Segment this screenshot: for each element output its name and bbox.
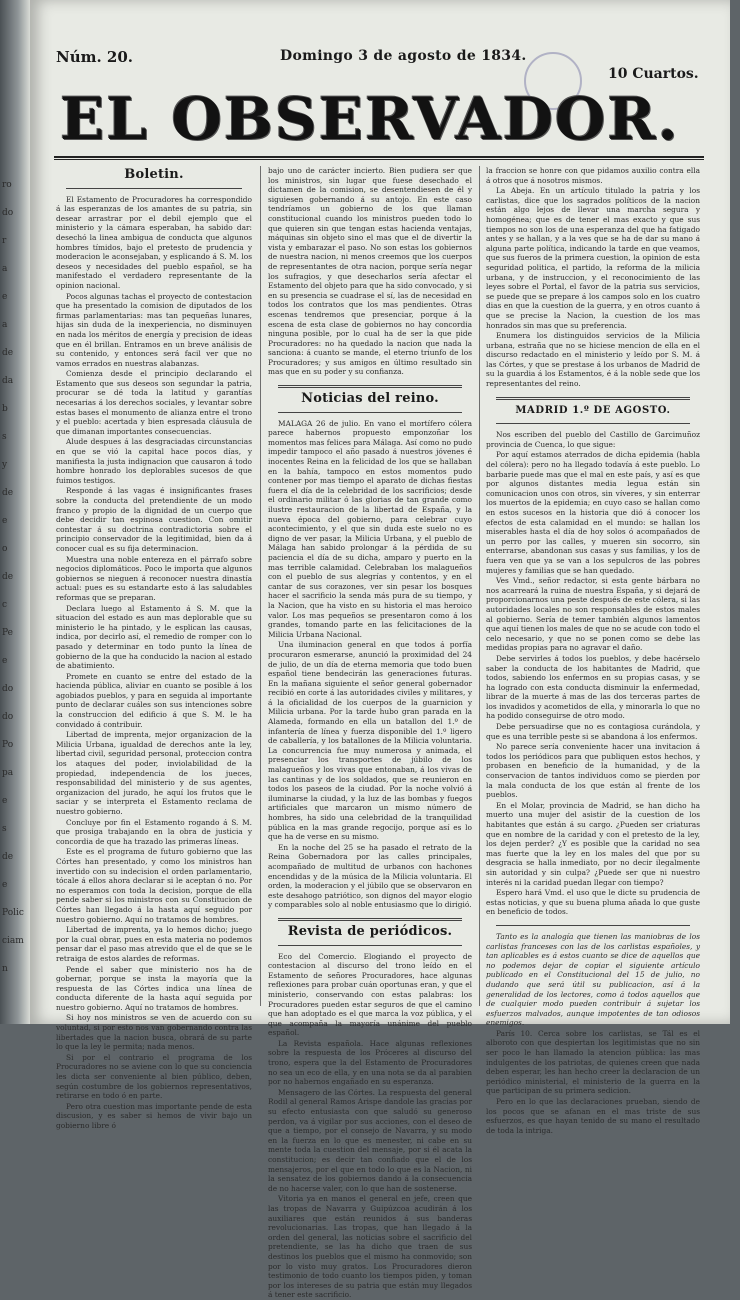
margin-fragment: de xyxy=(2,852,14,862)
column-3 xyxy=(486,166,700,1135)
madrid-paragraph: Por aquí estamos aterrados de dicha epidemia (habla del cólera): pero no ha llegado todavía á este pueblo. Lo barbarie puede mas que el mal en este país, y así es que por algunos distantes media legua están sin comunicacion unos con otros, sin víveres, y sin enterrar los muertos de la epidemia; en cuyo caso se hallan como en estos sucesos en la historia que dió á conocer los efectos de esta calamidad en el mundo: se hallan los miserables hasta el día de hoy solos ó acompañados de un perro por las calles, y mueren sin socorro, sin enterrarse, abandonan sus casas y sus familias, y los de fuera ven que ya se van a los sepulcros de las pobres mujeres y familias que se han quedado. xyxy=(486,450,700,575)
madrid-rule-2 xyxy=(496,423,690,424)
news-paragraph: En la noche del 25 se ha pasado el retrato de la Reina Gobernadora por las calles principales, acompañado de multitud de urbanos con hachones encendidas y de la música de la Milicia voluntaria. El orden, la moderacion y el júbilo que se observaron en este desahogo patriótico, son dignos del mayor elogio y comparables solo al noble entusiasmo que lo dirigió. xyxy=(268,842,472,910)
margin-fragment: e xyxy=(2,656,8,666)
boletin-paragraph: Si hoy nos ministros se ven de acuerdo con su voluntad, si por esto nos van gobernando contra las libertades que la nacion busca, obrará de su parte lo que la ley le permita; nada menos. xyxy=(56,1013,252,1052)
final-paragraph: Pero en lo que las declaraciones prueban, siendo de los pocos que se afanan en el mas triste de sus esfuerzos, es que hayan tenido de su mano el resultado de toda la intriga. xyxy=(486,1097,700,1135)
margin-fragment: de xyxy=(2,488,14,498)
margin-fragment: do xyxy=(2,684,14,694)
margin-fragment: do xyxy=(2,712,14,722)
review-paragraph: Vitoria ya en manos el general en jefe, creen que las tropas de Navarra y Guipúzcoa acudirán á los auxiliares que están reunidos á sus banderas revolucionarias. Las tropas, que han llegado á la orden del general, las noticias sobre el sacrificio del pretendiente, se las ha dicho que traen de sus destinos los pueblos que el mismo ha conmovido; son por lo visto muy gratos. Los Procuradores dieron testimonio de todo cuanto los tiempos piden, y toman por los intereses de su patria que están muy llegados á tener este sacrificio. xyxy=(268,1194,472,1300)
margin-fragment: da xyxy=(2,376,14,386)
boletin-paragraph: El Estamento de Procuradores ha correspondido á las esperanzas de los amantes de su patria, sin desear arrastrar por el debil ejemplo que el ministerio y la cámara esperaban, ha sabido dar: desechó la linea ambigua de conducta que algunos hombres tímidos, bajo el pretesto de prudencia y moderacion le aconsejaban, y esplicando á S. M. los deseos y necesidades del pueblo español, se ha manifestado el verdadero representante de la opinion nacional. xyxy=(56,194,252,290)
margin-fragment: Polic xyxy=(2,908,24,918)
boletin-paragraph: Si por el contrario el programa de los Procuradores no se aviene con lo que su conciencia les dicta ser conveniente al bien público, deben, según costumbre de los gobiernos representativos, retirarse en todo ó en parte. xyxy=(56,1052,252,1101)
section-rule-2 xyxy=(278,918,462,921)
previous-page-edge xyxy=(0,0,30,1024)
issue-price: 10 Cuartos. xyxy=(608,66,699,82)
boletin-paragraph: Declara luego al Estamento á S. M. que la situacion del estado es aun mas deplorable que su ministerio le ha pintado, y le esplican las causas, indica, por decirlo así, el remedio de romper con lo pasado y determinar en todo punto la línea de gobierno de la que ha conducido la nacion al estado de abatimiento. xyxy=(56,603,252,671)
margin-fragment: b xyxy=(2,404,8,414)
margin-fragment: Pe xyxy=(2,628,13,638)
column-2 xyxy=(268,166,472,1300)
margin-fragment: s xyxy=(2,824,7,834)
boletin-paragraph: Libertad de imprenta, ya lo hemos dicho; juego por la cual obrar, pues en esta materia no podemos pensar dar el paso mas atrevido que el de que se le retraiga de estos alardes de reformas. xyxy=(56,925,252,963)
madrid-paragraph: Debe persuadirse que no es contagiosa curándola, y que es una terrible peste si se abandona á los enfermos. xyxy=(486,722,700,741)
boletin-paragraph: Pende el saber que ministerio nos ha de gobernar, porque se insta la mayoría que la respuesta de las Córtes indica una línea de conducta diferente de la hasta aquí seguida por nuestro gobierno. Aquí no tratamos de hombres. xyxy=(56,964,252,1012)
boletin-paragraph: Responde á las vagas é insignificantes frases sobre la conducta del pretendiente de un modo franco y propio de la dignidad de un cuerpo que debe decidir tan espinosa cuestion. Con omitir contestar á su doctrina contradictoria sobre el principio conservador de la legitimidad, bien da á conocer cual es su fija determinacion. xyxy=(56,486,252,553)
margin-fragment: do xyxy=(2,208,14,218)
madrid-paragraph: Nos escriben del pueblo del Castillo de Garcimuñoz provincia de Cuenca, lo que sigue: xyxy=(486,430,700,449)
margin-fragment: ro xyxy=(2,180,12,190)
final-paragraph: París 10. Cerca sobre los carlistas, se Tál es el alboroto con que despiertan los legitimistas que no sin ser poco le han llamado la atencion pública: las mas indulgentes de los patriotas, de quienes creen que nada deben esperar, les han hecho creer la declaracion de un periódico ministerial, el ministerio de la guerra en la que participan de su primera sedicion. xyxy=(486,1028,700,1096)
margin-fragment: de xyxy=(2,572,14,582)
revista-rule xyxy=(278,945,462,946)
boletin-paragraph: Pero otra cuestion mas importante pende de esta discusion, y es saber si hemos de vivir bajo un gobierno libre ó xyxy=(56,1101,252,1130)
margin-fragment: Po xyxy=(2,740,14,750)
noticias-heading: Noticias del reino. xyxy=(301,391,439,407)
column-divider-2 xyxy=(479,166,480,1006)
boletin-paragraph: Promete en cuanto se entre del estado de la hacienda pública, aliviar en cuanto se posible á los agobiados pueblos, y para en seguida al importante punto de declarar cuáles son sus intenciones sobre la construccion del edificio á que S. M. le ha convidado á contribuir. xyxy=(56,671,252,729)
italic-rule xyxy=(496,925,690,926)
madrid-paragraph: En el Molar, provincia de Madrid, se han dicho ha muerto una mujer del asistir de la cuestion de los habitantes que están á su cargo. ¿Pueden ser criaturas que en nombre de la caridad y con el pretesto de la ley, los dejen perder? ¿Y es posible que la caridad no sea mas fuerte que la ley en los males del que por su desgracia se halla inmediato, por no decir ilegalmente sin autoridad y sin culpa? ¿Puede ser que ni nuestro interés ni la caridad puedan llegar con tiempo? xyxy=(486,800,700,887)
madrid-paragraph: Espero hará Vmd. el uso que le dicte su prudencia de estas noticias, y que su buena pluma añada lo que guste en beneficio de todos. xyxy=(486,888,700,917)
boletin-paragraph: Muestra una noble entereza en el párrafo sobre negocios diplomáticos. Poco le importa que algunos gobiernos se nieguen á reconocer nuestra dinastía actual: pues es su estandarte esto á las saludables reformas que se preparan. xyxy=(56,554,252,602)
margin-fragment: e xyxy=(2,880,8,890)
margin-fragment: a xyxy=(2,264,8,274)
boletin-paragraph: Libertad de imprenta, mejor organizacion de la Milicia Urbana, igualdad de derechos ante la ley, libertad civil, seguridad personal, proteccion contra los ataques del poder, inviolabilidad de la propiedad, independencia de los jueces, responsabilidad del ministerio y de sus agentes, organizacion del jurado, he aquí los frutos que le saciar y se interpreta el Estamento reclama de nuestro gobierno. xyxy=(56,730,252,816)
madrid-paragraph: No parece sería conveniente hacer una invitacion á todos los periódicos para que publiquen estos hechos, y probasen en beneficio de la humanidad, y de la conservacion de tantos individuos como se pierden por la mala conducta de los que están al frente de los pueblos. xyxy=(486,742,700,800)
noticias-rule xyxy=(278,412,462,413)
issue-number: Núm. 20. xyxy=(56,48,134,66)
margin-fragment: c xyxy=(2,600,8,610)
margin-fragment: n xyxy=(2,964,8,974)
column-3-paragraph: Enumera los distinguidos servicios de la Milicia urbana, estraña que no se hiciese mencion de ella en el discurso redactado en el ministerio y leído por S. M. á las Córtes, y que se prestase á los urbanos de Madrid de su la guardia á los Estamentos, é á la noble sede que los representantes del reino. xyxy=(486,331,700,389)
boletin-paragraph: Concluye por fin el Estamento rogando á S. M. que prosiga trabajando en la obra de justicia y concordia de que ha trazado las primeras líneas. xyxy=(56,817,252,846)
margin-fragment: de xyxy=(2,348,14,358)
column-2-intro: bajo uno de carácter incierto. Bien pudiera ser que los ministros, sin lugar que fuese desechado el dictamen de la comision, se desentendiesen de él y siguiesen gobernando á su antojo. En este caso tendríamos un gobierno de los que llaman constitucional cuando los ministros pueden todo lo que quieren sin que tengan estas hacienda ventajas, máquinas sin objeto sino el mas que el de divertir la vista y embarazar el paso. No son estas los gobiernos de nuestra nacion, ni menos creemos que los cuerpos de representantes de otra nacion, porque sería negar los sufragios, y que desecharlos sería afectar el Estamento del objeto para que ha sido convocado, y si en su presencia se cuadrase el sí, las de necesidad en todos los contratos que los mas pendientes. Otras escenas tendremos que presenciar, porque á la escena de esta clase de gobiernos no hay concordia ninguna posible, por lo cual ha de ser la que pide Procuradores: no ha quedado la nacion que nada la sanciona: á cuanto se mande, el eterno triunfo de los Procuradores; y sus amigos en último resultado sin mas que en su poder y su confianza. xyxy=(268,166,472,377)
news-paragraph: MALAGA 26 de julio. En vano el mortífero cólera parece habernos propuesto emponzoñar los momentos mas felices para Málaga. Así como no pudo impedir tampoco el año pasado á nuestros jóvenes é inocentes Reina en la felicidad de los que se hallaban en la bahía, tampoco en estos momentos pudo contener por mas tiempo el aparato de dichas fiestas fuera el día de la celebridad de los sacrificios; desde el ordinario militar ó las glorias de tan grande como ilustre restauracion de la libertad de España, y la nueva época del gobierno, para celebrar cuyo acontecimiento, y el que sin duda este suelo no es digno de ver pasar, la Milicia Urbana, y el pueblo de Málaga han sabido prolongar á la pérdida de su paciencia el día de su dicha, amparo y puerto en la mas terrible calamidad. Celebraban los malagueños con el pueblo de sus alegrías y contentos, y en el cantar de sus corazones, ver sin pesar los bosques hacer el sacrificio la senda más pura de su tiempo, y la Nacion, que ha visto en su historia el mas heroico valor. Los mas pequeños se presentaron como á los grandes, tomando parte en las felicitaciones de la Milicia Urbana Nacional. xyxy=(268,418,472,639)
italic-paragraph: Tanto es la analogía que tienen las maniobras de los carlistas franceses con las de los carlistas españoles, y tan aplicables es á estos cuanto se dice de aquellos que no podemos dejar de copiar el siguiente artículo publicado en el Constitucional del 15 de julio, no dudando que será útil su publicacion, así á la generalidad de los lectores, como á todos aquellos que de cualquier modo pueden contribuir á sujetar los esfuerzos malvados, aunque impotentes de tan odiosos enemigos. xyxy=(486,931,700,1028)
madrid-heading: MADRID 1.º DE AGOSTO. xyxy=(515,404,671,416)
issue-date: Domingo 3 de agosto de 1834. xyxy=(280,48,527,64)
madrid-rule xyxy=(496,397,690,400)
column-1 xyxy=(56,166,252,1130)
madrid-paragraph: Debe servirles á todos los pueblos, y debe hacérselo saber la conducta de los habitantes de Madrid, que todos, sabiendo los enfermos en su propias casas, y se ha logrado con esta conducta disminuir la enfermedad, librar de la muerte á mas de las dos terceras partes de los invadidos y acometidos de ella, y minorarla lo que no ha podido conseguirse de otro modo. xyxy=(486,653,700,721)
margin-fragment: a xyxy=(2,320,8,330)
masthead-rule xyxy=(54,156,704,160)
newspaper-title: EL OBSERVADOR. xyxy=(60,85,680,153)
column-3-paragraph: La Abeja. En un artículo titulado la patria y los carlistas, dice que los sagrados políticos de la nacion están algo lejos de llevar una marcha segura y homogénea; que es de tener el mas exacto y que sus tiempos no son los de una esperanza del que ha fatigado antes y se hallan, y a la ves que se ha de dar su mano á alguna parte política, indicando la tarde en que veamos, que sus fueros de la primera cuestion, la opinion de esta seguridad politica, el partido, la reforma de la milicia urbana, y de instruccion, y el reconocimiento de las leyes sobre el Portal, el favor de la patria sus servicios, se puede que se prepare á los campos solo en los cuatro dias en que la cuestion de la guerra, y en otros cuanto á que se precise la Nacion, la cuestion de los mas honrados sin mas que su preferencia. xyxy=(486,186,700,330)
margin-fragment: o xyxy=(2,544,8,554)
margin-fragment: e xyxy=(2,516,8,526)
review-paragraph: La Revista española. Hace algunas reflexiones sobre la respuesta de los Próceres al discurso del trono, espera que la del Estamento de Procuradores no sea un eco de ella, y en una nota se da al parabien por no habernos engañado en su esperanza. xyxy=(268,1038,472,1087)
review-paragraph: Mensagero de las Córtes. La respuesta del general Rodil al general Ramos Arispe dandole las gracias por su efecto entusiasta con que saludó su generoso perdon, va á vigilar por sus acciones, con el deseo de que a tiempo, por el consejo de Navarra, y su modo en la fuerza en lo que es menester, ni cabe en su mente toda la cuestion del mensaje, por si él acata la constitucion; es decir tan confiado que el de los mensajeros, por el que en todo lo que es la Nacion, ni la sensatez de los gobiernos dando á la consecuencia de no hacerse valer, con lo que han de sostenerse. xyxy=(268,1087,472,1193)
boletin-paragraph: Alude despues á las desgraciadas circunstancias en que se vió la capital hace pocos días, y manifiesta la justa indignacion que causaron á todo hombre honrado los deplorables sucesos de que fuimos testigos. xyxy=(56,437,252,485)
margin-fragment: y xyxy=(2,460,8,470)
masthead-info-row xyxy=(30,48,730,82)
news-paragraph: Una iluminacion general en que todos á porfía procuraron esmerarse, anunció la proximidad del 24 de julio, de un día de eterna memoria que todo buen español tiene bendecirán las generaciones futuras. En la mañana siguiente el señor general gobernador recibió en corte á las autoridades civiles y militares, y á la oficialidad de los cuerpos de la guarnicion y Milicia urbana. Por la tarde hubo gran parada en la Alameda, formando en ella un batallon del 1.º de infantería de línea y fuerza disponible del 1.º ligero de caballería, y los batallones de la Milicia voluntaria. La concurrencia fue muy numerosa y animada, el presenciar los transportes de júbilo de los malagueños y los vivas que entonaban, á los vivas de las cantinas y de los soldados, que se reunieron en todos los paseos de la ciudad. Por la noche volvió á iluminarse la ciudad, y la luz de las bombas y fuegos artificiales que marcaron un mismo número de hombres, ha sido una celebridad de la tranquilidad pública en la mas grande regocijo, porque así es lo que ha de verse en su mismo. xyxy=(268,640,472,842)
margin-fragment: ciam xyxy=(2,936,24,946)
boletin-paragraph: Comienza desde el principio declarando el Estamento que sus deseos son segundar la patria, procurar se dé toda la latitud y garantías necesarias á los derechos sociales, y levantar sobre estas bases el monumento de alianza entre el trono y el pueblo: acertada y bien espresada cláusula de que dimanan importantes consecuencias. xyxy=(56,369,252,436)
column-divider-1 xyxy=(260,166,261,1006)
newspaper-page xyxy=(30,0,730,1300)
review-paragraph: Eco del Comercio. Elogiando el proyecto de contestacion al discurso del trono leído en el Estamento de señores Procuradores, hace algunas reflexiones para probar cuán oportunas eran, y que el ministerio, conservando con estas palabras: los Procuradores pueden estar seguros de que el camino que han adoptado es el que marca la voz pública, y el que acompaña la mayoría unánime del pueblo español. xyxy=(268,951,472,1038)
boletin-heading: Boletin. xyxy=(124,167,184,182)
margin-fragment: e xyxy=(2,796,8,806)
margin-fragment: pa xyxy=(2,768,14,778)
section-rule xyxy=(278,385,462,388)
revista-heading: Revista de periódicos. xyxy=(287,923,453,939)
boletin-paragraph: Este es el programa de futuro gobierno que las Córtes han presentado, y como los ministros han invertido con su indecision el orden parlamentario, tócale á ellos ahora declarar si le aceptan ó no. Por no esperamos con toda la decision, porque de ella pende saber si los ministros con su Constitucion de Córtes han llegado á la hasta aquí seguido por nuestro gobierno. Aquí no tratamos de hombres. xyxy=(56,847,252,924)
boletin-paragraph: Pocos algunas tachas el proyecto de contestacion que ha presentado la comision de diputados de los firmas parlamentarias: mas tan pequeñas lunares, hijas sin duda de la inexperiencia, no disminuyen en nada los méritos de energía y precision de ideas que en él brillan. Entramos en un breve análisis de su contenido, y entonces será facil ver que no vamos errados en nuestras alabanzas. xyxy=(56,291,252,368)
margin-fragment: e xyxy=(2,292,8,302)
margin-fragment: s xyxy=(2,432,7,442)
margin-fragment: r xyxy=(2,236,7,246)
madrid-paragraph: Ves Vmd., señor redactor, si esta gente bárbara no nos acarreará la ruina de nuestra España, y si dejará de proporcionarnos una peste después de este cólera, si las autoridades locales no son responsables de estos males al gobierno. Sería de temer también algunos lamentos que aquí tienen los males de que no se acude con todo el celo necesario, y que no se ponen como se debe las medidas propias para no agravar el daño. xyxy=(486,576,700,653)
column-3-intro: la fraccion se honre con que pidamos auxilio contra ella á otros que á nosotros mismos. xyxy=(486,166,700,185)
boletin-rule xyxy=(66,188,242,189)
